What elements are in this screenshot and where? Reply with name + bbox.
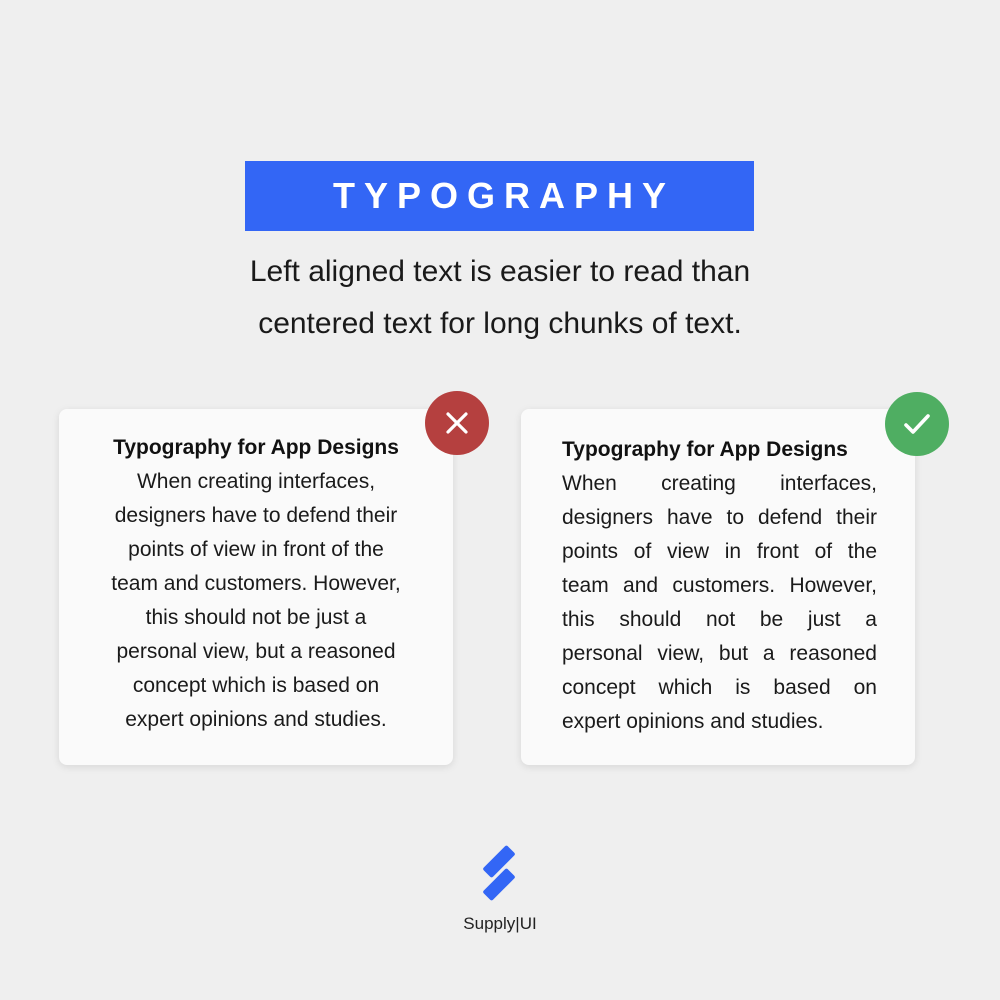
card-text-line: points of view in front of the [562, 540, 877, 563]
brand-name: Supply|UI [463, 914, 537, 933]
typography-banner [245, 161, 754, 231]
card-text-line: team and customers. However, [111, 572, 401, 595]
card-text-line: concept which is based on [132, 674, 380, 697]
card-text-line: When creating interfaces, [562, 472, 877, 495]
subtitle [180, 246, 820, 350]
banner-label: TYPOGRAPHY [332, 175, 676, 216]
supplyui-logo-icon [478, 842, 520, 904]
subtitle-line: Left aligned text is easier to read than [249, 255, 751, 288]
card-title: Typography for App Designs [113, 436, 399, 459]
card-text-line: expert opinions and studies. [562, 710, 824, 733]
incorrect-badge [425, 391, 489, 455]
subtitle-line: centered text for long chunks of text. [258, 307, 742, 340]
card-text-line: this should not be just a [562, 608, 877, 631]
card-text-line: designers have to defend their [562, 506, 877, 529]
check-icon [903, 412, 931, 436]
card-text-line: When creating interfaces, [136, 470, 376, 493]
card-text-line: points of view in front of the [128, 538, 384, 561]
centered-text-card [59, 409, 453, 765]
correct-badge [885, 392, 949, 456]
card-text-line: team and customers. However, [562, 574, 877, 597]
card-text-line: this should not be just a [145, 606, 367, 629]
justified-text-card [521, 409, 915, 765]
card-text-line: personal view, but a reasoned [562, 642, 877, 665]
card-title: Typography for App Designs [562, 438, 848, 461]
card-text-line: personal view, but a reasoned [116, 640, 396, 663]
close-icon [445, 411, 469, 435]
card-text-line: expert opinions and studies. [125, 708, 387, 731]
card-text-line: concept which is based on [562, 676, 877, 699]
card-text-line: designers have to defend their [114, 504, 398, 527]
